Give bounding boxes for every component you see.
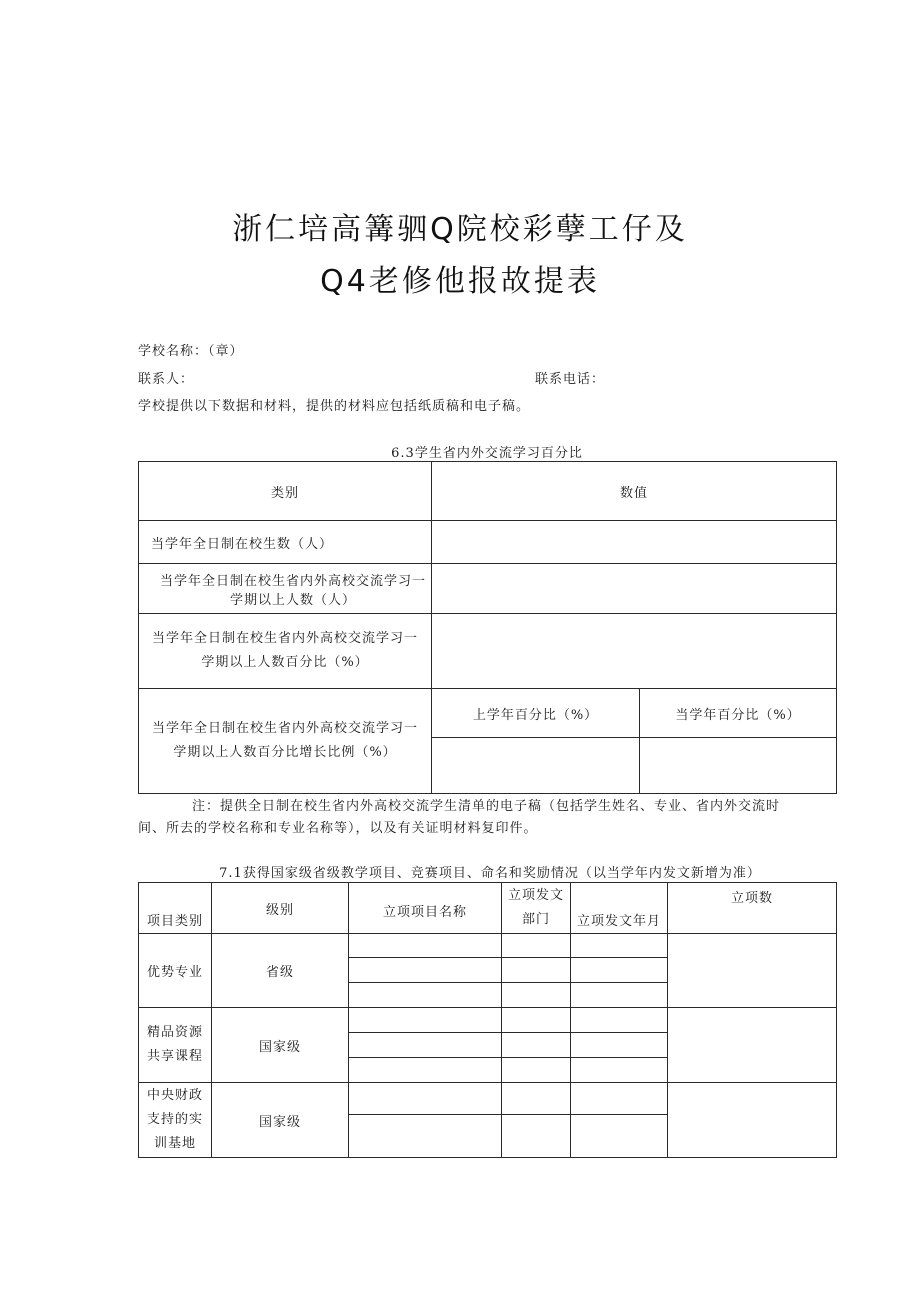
issue-date-cell[interactable] <box>571 934 668 958</box>
level-national: 国家级 <box>212 1008 349 1083</box>
prev-year-percent-value[interactable] <box>432 738 640 794</box>
project-count-cell[interactable] <box>668 1008 837 1083</box>
project-name-cell[interactable] <box>349 1115 502 1158</box>
table-row <box>139 1083 837 1115</box>
prev-year-percent-header: 上学年百分比（%） <box>432 689 640 738</box>
project-name-cell[interactable] <box>349 934 502 958</box>
project-name-cell[interactable] <box>349 1083 502 1115</box>
level-national: 国家级 <box>212 1083 349 1158</box>
table-row <box>139 934 837 958</box>
issue-date-cell[interactable] <box>571 1033 668 1058</box>
table-row <box>139 1008 837 1033</box>
curr-year-percent-header: 当学年百分比（%） <box>640 689 837 738</box>
category-training-base: 中央财政支持的实训基地 <box>139 1083 212 1158</box>
level-provincial: 省级 <box>212 934 349 1008</box>
category-quality-courses: 精品资源共享课程 <box>139 1008 212 1083</box>
issue-date-cell[interactable] <box>571 958 668 983</box>
contact-phone-label: 联系电话： <box>535 372 606 387</box>
header-project-name: 立项项目名称 <box>349 883 502 934</box>
table2-header-row <box>139 883 837 934</box>
header-value: 数值 <box>432 462 837 521</box>
table-row <box>139 614 837 689</box>
table1-note: 注：提供全日制在校生省内外高校交流学生清单的电子稿（包括学生姓名、专业、省内外交流时间、所去的学校名称和专业名称等），以及有关证明材料复印件。 <box>138 799 781 836</box>
issuing-dept-cell[interactable] <box>502 1115 571 1158</box>
teaching-projects-table <box>138 882 837 1158</box>
issuing-dept-cell[interactable] <box>502 934 571 958</box>
project-name-cell[interactable] <box>349 1008 502 1033</box>
project-count-cell[interactable] <box>668 1083 837 1158</box>
project-name-cell[interactable] <box>349 983 502 1008</box>
header-issuing-dept: 立项发文部门 <box>502 883 571 934</box>
header-issue-date: 立项发文年月 <box>571 883 668 934</box>
curr-year-percent-value[interactable] <box>640 738 837 794</box>
contact-person-label: 联系人： <box>138 372 195 387</box>
issuing-dept-cell[interactable] <box>502 983 571 1008</box>
row-fulltime-students-label: 当学年全日制在校生数（人） <box>139 521 432 564</box>
document-title-line2: Q4老修他报故提表 <box>320 264 600 299</box>
header-project-count: 立项数 <box>668 883 837 934</box>
table1-caption: 6.3学生省内外交流学习百分比 <box>391 446 583 461</box>
table1-header-row <box>139 462 837 521</box>
table-row <box>139 521 837 564</box>
issuing-dept-cell[interactable] <box>502 1058 571 1083</box>
issuing-dept-cell[interactable] <box>502 958 571 983</box>
category-advantage-major: 优势专业 <box>139 934 212 1008</box>
table2-caption: 7.1获得国家级省级教学项目、竞赛项目、命名和奖励情况（以当学年内发文新增为准） <box>219 866 761 881</box>
instruction-text: 学校提供以下数据和材料，提供的材料应包括纸质稿和电子稿。 <box>138 399 531 414</box>
project-name-cell[interactable] <box>349 1033 502 1058</box>
project-name-cell[interactable] <box>349 1058 502 1083</box>
exchange-study-table <box>138 461 837 794</box>
table-row <box>139 564 837 614</box>
row-exchange-percent-value[interactable] <box>432 614 837 689</box>
school-name-label: 学校名称：（章） <box>138 344 244 359</box>
project-count-cell[interactable] <box>668 934 837 1008</box>
header-category: 类别 <box>139 462 432 521</box>
header-level: 级别 <box>212 883 349 934</box>
issue-date-cell[interactable] <box>571 1115 668 1158</box>
issuing-dept-cell[interactable] <box>502 1033 571 1058</box>
issuing-dept-cell[interactable] <box>502 1008 571 1033</box>
issue-date-cell[interactable] <box>571 983 668 1008</box>
header-project-category: 项目类别 <box>139 883 212 934</box>
project-name-cell[interactable] <box>349 958 502 983</box>
issue-date-cell[interactable] <box>571 1008 668 1033</box>
row-fulltime-students-value[interactable] <box>432 521 837 564</box>
row-exchange-percent-label: 当学年全日制在校生省内外高校交流学习一学期以上人数百分比（%） <box>139 614 432 689</box>
issuing-dept-cell[interactable] <box>502 1083 571 1115</box>
issue-date-cell[interactable] <box>571 1083 668 1115</box>
table-row <box>139 689 837 738</box>
document-title-line1: 浙仁培高篝驷Q院校彩孽工仔及 <box>232 212 688 247</box>
row-growth-ratio-label: 当学年全日制在校生省内外高校交流学习一学期以上人数百分比增长比例（%） <box>139 689 432 794</box>
issue-date-cell[interactable] <box>571 1058 668 1083</box>
row-exchange-count-label: 当学年全日制在校生省内外高校交流学习一学期以上人数（人） <box>139 564 432 614</box>
row-exchange-count-value[interactable] <box>432 564 837 614</box>
